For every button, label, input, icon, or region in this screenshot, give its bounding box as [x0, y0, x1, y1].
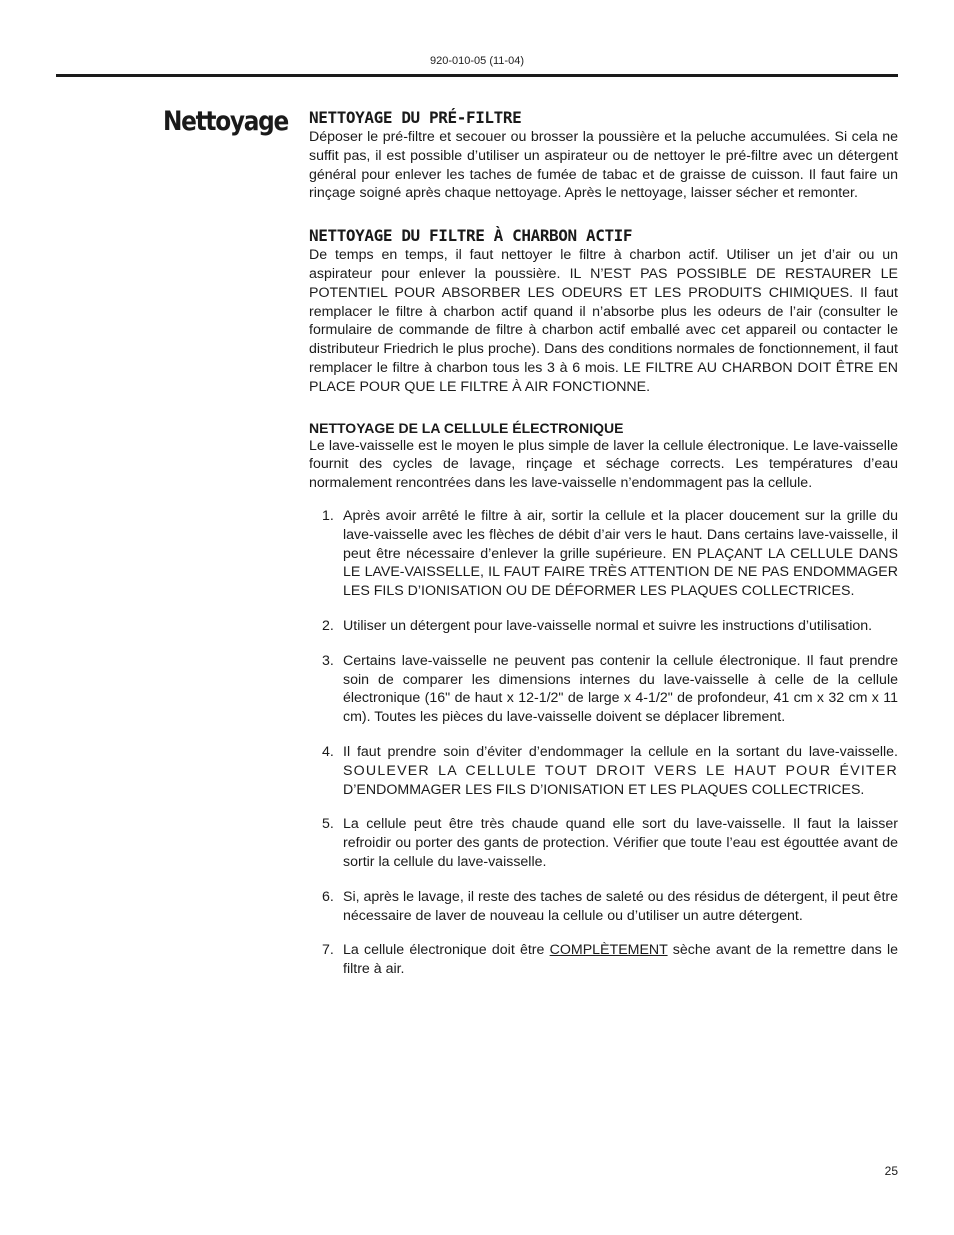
list-item [322, 617, 898, 636]
page-title: Nettoyage [163, 106, 288, 137]
step-number: 1. [322, 507, 334, 524]
section-body-prefilter: Déposer le pré-filtre et secouer ou brosser la poussière et la peluche accumulées. Si cela ne suffit pas, il est possible d’utiliser un aspirateur ou de nettoyer le pré-filtre avec un détergent général pour enlever les taches de fumée de tabac et de graisse de cuisson. Il faut faire un rinçage soigné après chaque nettoyage. Après le nettoyage, laisser sécher et remonter. [309, 129, 898, 202]
step-text: Après avoir arrêté le filtre à air, sortir la cellule et la placer doucement sur la grille du lave-vaisselle avec les flèches de débit d’air vers le haut. Dans certains lave-vaisselle, il peut être nécessaire d’enlever la grille supérieure. EN PLAÇANT LA CELLULE DANS LE LAVE-VAISSELLE, IL FAUT FAIRE TRÈS ATTENTION DE NE PAS ENDOMMAGER LES FILS D’IONISATION OU DE DÉFORMER LES PLAQUES COLLECTRICES. [343, 507, 898, 600]
step-number: 5. [322, 816, 334, 833]
step-number: 3. [322, 652, 334, 669]
step-text: Si, après le lavage, il reste des taches de saleté ou des résidus de détergent, il peut être nécessaire de laver de nouveau la cellule ou d’utiliser un autre détergent. [343, 888, 898, 924]
cleaning-steps-list [309, 507, 898, 979]
step-text: La cellule peut être très chaude quand elle sort du lave-vaisselle. Il faut la laisser refroidir ou porter des gants de protection. Vérifier que toute l’eau est égouttée avant de sortir la cellule du lave-vaisselle. [343, 816, 898, 870]
section-heading-electronic-cell: NETTOYAGE DE LA CELLULE ÉLECTRONIQUE [309, 419, 624, 436]
section-heading-prefilter: NETTOYAGE DU PRÉ-FILTRE [309, 108, 522, 127]
step-text-before: La cellule électronique doit être [343, 942, 545, 959]
step-number: 2. [322, 617, 334, 634]
page-number: 25 [884, 1164, 898, 1178]
list-item [322, 507, 898, 601]
list-item [322, 743, 898, 799]
step-text-after: sèche avant de la remettre dans le filtre à air. [343, 942, 898, 978]
document-code: 920-010-05 (11-04) [430, 55, 524, 67]
step-number: 4. [322, 743, 334, 760]
list-item [322, 652, 898, 727]
step-text: Utiliser un détergent pour lave-vaisselle normal et suivre les instructions d’utilisation. [343, 617, 873, 634]
emphasis-underlined: COMPLÈTEMENT [549, 942, 668, 959]
section-body-charcoal-filter: De temps en temps, il faut nettoyer le filtre à charbon actif. Utiliser un jet d’air ou un aspirateur pour enlever la poussière. IL N’EST PAS POSSIBLE DE RESTAURER LE POTENTIEL POUR ABSORBER LES ODEURS ET LES PRODUITS CHIMIQUES. Il faut remplacer le filtre à charbon actif quand il n’absorbe plus les odeurs de l’air (consulter le formulaire de commande de filtre à charbon actif emballé avec cet appareil ou contacter le distributeur Friedrich le plus proche). Dans des conditions normales de fonctionnement, il faut remplacer le filtre à charbon tous les 3 à 6 mois. LE FILTRE AU CHARBON DOIT ÊTRE EN PLACE POUR QUE LE FILTRE À AIR FONCTIONNE. [309, 247, 898, 395]
step-text: Certains lave-vaisselle ne peuvent pas contenir la cellule électronique. Il faut prendre soin de comparer les dimensions internes du lave-vaisselle à celle de la cellule électronique (16" de haut x 12-1/2" de large x 4-1/2" de profondeur, 41 cm x 32 cm x 11 cm). Toutes les pièces du lave-vaisselle doivent se déplacer librement. [343, 652, 898, 726]
section-body-electronic-cell: Le lave-vaisselle est le moyen le plus simple de laver la cellule électronique. Le lave-vaisselle fournit des cycles de lavage, rinçage et séchage corrects. Les températures d’eau normalement rencontrées dans les lave-vaisselle n’endommagent pas la cellule. [309, 437, 898, 492]
step-warning-text: SOULEVER LA CELLULE TOUT DROIT VERS LE HAUT POUR ÉVITER [343, 762, 898, 779]
main-content [309, 108, 898, 995]
list-item [322, 941, 898, 979]
section-heading-charcoal-filter: NETTOYAGE DU FILTRE À CHARBON ACTIF [309, 226, 633, 246]
header-rule [56, 74, 898, 77]
step-text: Il faut prendre soin d’éviter d’endommager la cellule en la sortant du lave-vaisselle. [343, 743, 898, 760]
step-number: 6. [322, 888, 334, 905]
list-item [322, 815, 898, 871]
list-item [322, 888, 898, 926]
step-number: 7. [322, 942, 334, 959]
step-warning-text-end: D’ENDOMMAGER LES FILS D’IONISATION ET LES PLAQUES COLLECTRICES. [343, 781, 865, 798]
